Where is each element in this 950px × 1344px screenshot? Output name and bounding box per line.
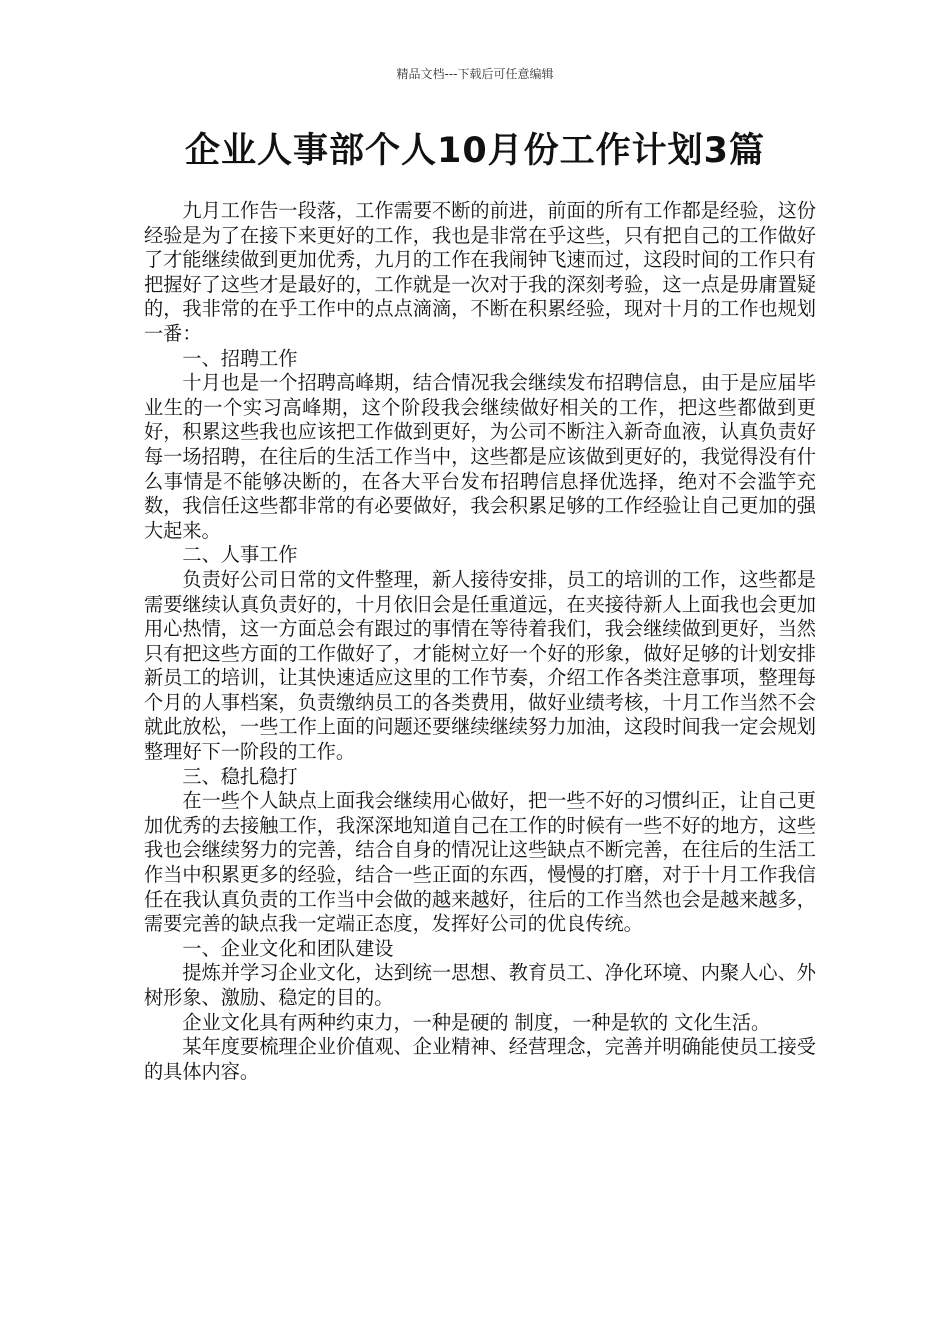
paragraph-hr-work: 负责好公司日常的文件整理，新人接待安排，员工的培训的工作，这些都是需要继续认真负责好的，十月依旧会是任重道远，在夹接待新人上面我也会更加用心热情，这一方面总会有跟过的事情在等待着我们，我会继续做到更好，当然只有把这些方面的工作做好了，才能树立好一个好的形象，做好足够的计划安排新员工的培训，让其快速适应这里的工作节奏，介绍工作各类注意事项，整理每个月的人事档案，负责缴纳员工的各类费用，做好业绩考核，十月工作当然不会就此放松，一些工作上面的问题还要继续继续努力加油，这段时间我一定会规划整理好下一阶段的工作。 xyxy=(144,567,816,764)
section-heading-hr-work: 二、人事工作 xyxy=(182,543,298,567)
section-heading-culture: 一、企业文化和团队建设 xyxy=(182,936,394,960)
section-heading-recruitment: 一、招聘工作 xyxy=(182,346,298,370)
document-body xyxy=(144,199,816,1084)
paragraph-steady: 在一些个人缺点上面我会继续用心做好，把一些不好的习惯纠正，让自己更加优秀的去接触工作，我深深地知道自己在工作的时候有一些不好的地方，这些我也会继续努力的完善，结合自身的情况让这些缺点不断完善，在往后的生活工作当中积累更多的经验，结合一些正面的东西，慢慢的打磨，对于十月工作我信任在我认真负责的工作当中会做的越来越好，往后的工作当然也会是越来越多，需要完善的缺点我一定端正态度，发挥好公司的优良传统。 xyxy=(144,789,816,936)
paragraph-culture-2: 企业文化具有两种约束力，一种是硬的 制度，一种是软的 文化生活。 xyxy=(182,1010,771,1034)
document-title: 企业人事部个人10月份工作计划3篇 xyxy=(184,131,766,171)
paragraph-culture-1: 提炼并学习企业文化，达到统一思想、教育员工、净化环境、内聚人心、外树形象、激励、稳定的目的。 xyxy=(144,961,816,1009)
paragraph-recruitment: 十月也是一个招聘高峰期，结合情况我会继续发布招聘信息，由于是应届毕业生的一个实习高峰期，这个阶段我会继续做好相关的工作，把这些都做到更好，积累这些我也应该把工作做到更好，为公司不断注入新奇血液，认真负责好每一场招聘，在往后的生活工作当中，这些都是应该做到更好的，我觉得没有什么事情是不能够决断的，在各大平台发布招聘信息择优选择，绝对不会滥竽充数，我信任这些都非常的有必要做好，我会积累足够的工作经验让自己更加的强大起来。 xyxy=(144,371,816,542)
paragraph-culture-3: 某年度要梳理企业价值观、企业精神、经营理念，完善并明确能使员工接受的具体内容。 xyxy=(144,1035,816,1083)
paragraph-intro: 九月工作告一段落，工作需要不断的前进，前面的所有工作都是经验，这份经验是为了在接下来更好的工作，我也是非常在乎这些，只有把自己的工作做好了才能继续做到更加优秀，九月的工作在我闹钟飞速而过，这段时间的工作只有把握好了这些才是最好的，工作就是一次对于我的深刻考验，这一点是毋庸置疑的，我非常的在乎工作中的点点滴滴，不断在积累经验，现对十月的工作也规划一番： xyxy=(144,199,816,345)
header-note: 精品文档---下载后可任意编辑 xyxy=(396,67,554,81)
section-heading-steady: 三、稳扎稳打 xyxy=(182,764,298,788)
